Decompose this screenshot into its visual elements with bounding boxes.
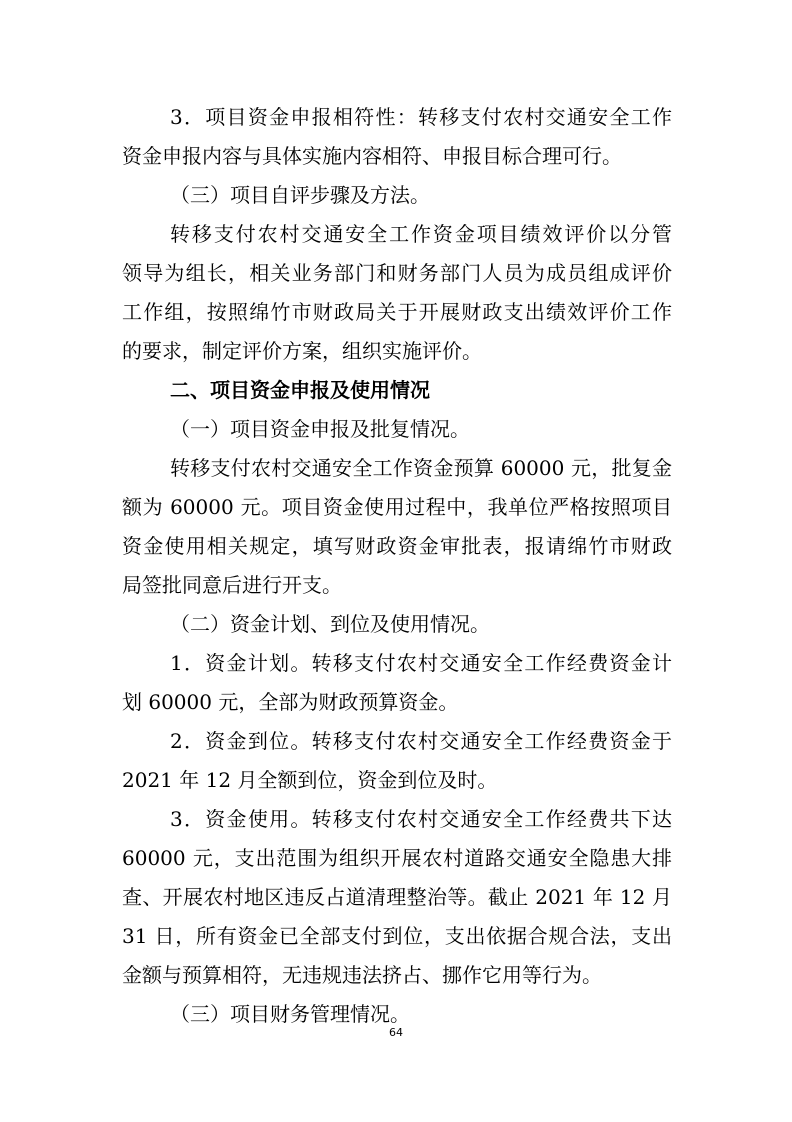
text-line: 金额与预算相符，无违规违法挤占、挪作它用等行为。 [122,963,602,987]
page-number: 64 [389,1026,403,1039]
text-line: 转移支付农村交通安全工作资金预算 60000 元，批复金 [170,456,672,480]
text-line: 60000 元，支出范围为组织开展农村道路交通安全隐患大排 [122,846,672,870]
text-line: 额为 60000 元。项目资金使用过程中，我单位严格按照项目 [122,495,672,519]
text-line: （三）项目财务管理情况。 [170,1002,410,1026]
text-line: 资金申报内容与具体实施内容相符、申报目标合理可行。 [122,144,622,168]
text-line: 工作组，按照绵竹市财政局关于开展财政支出绩效评价工作 [122,300,672,324]
section-heading: 二、项目资金申报及使用情况 [170,378,430,402]
text-line: 2021 年 12 月全额到位，资金到位及时。 [122,768,498,792]
text-line: 2．资金到位。转移支付农村交通安全工作经费资金于 [170,729,672,753]
text-line: 3．资金使用。转移支付农村交通安全工作经费共下达 [170,807,672,831]
text-line: （二）资金计划、到位及使用情况。 [170,612,490,636]
text-line: 1．资金计划。转移支付农村交通安全工作经费资金计 [170,651,672,675]
text-line: （三）项目自评步骤及方法。 [170,183,430,207]
text-line: 资金使用相关规定，填写财政资金审批表，报请绵竹市财政 [122,534,672,558]
text-line: 转移支付农村交通安全工作资金项目绩效评价以分管 [170,222,672,246]
text-line: （一）项目资金申报及批复情况。 [170,417,470,441]
text-line: 查、开展农村地区违反占道清理整治等。截止 2021 年 12 月 [122,885,672,909]
text-line: 的要求，制定评价方案，组织实施评价。 [122,339,482,363]
text-line: 领导为组长，相关业务部门和财务部门人员为成员组成评价 [122,261,672,285]
text-line: 划 60000 元，全部为财政预算资金。 [122,690,459,714]
text-line: 3．项目资金申报相符性：转移支付农村交通安全工作 [170,105,672,129]
text-line: 31 日，所有资金已全部支付到位，支出依据合规合法，支出 [122,924,672,948]
text-line: 局签批同意后进行开支。 [122,573,342,597]
